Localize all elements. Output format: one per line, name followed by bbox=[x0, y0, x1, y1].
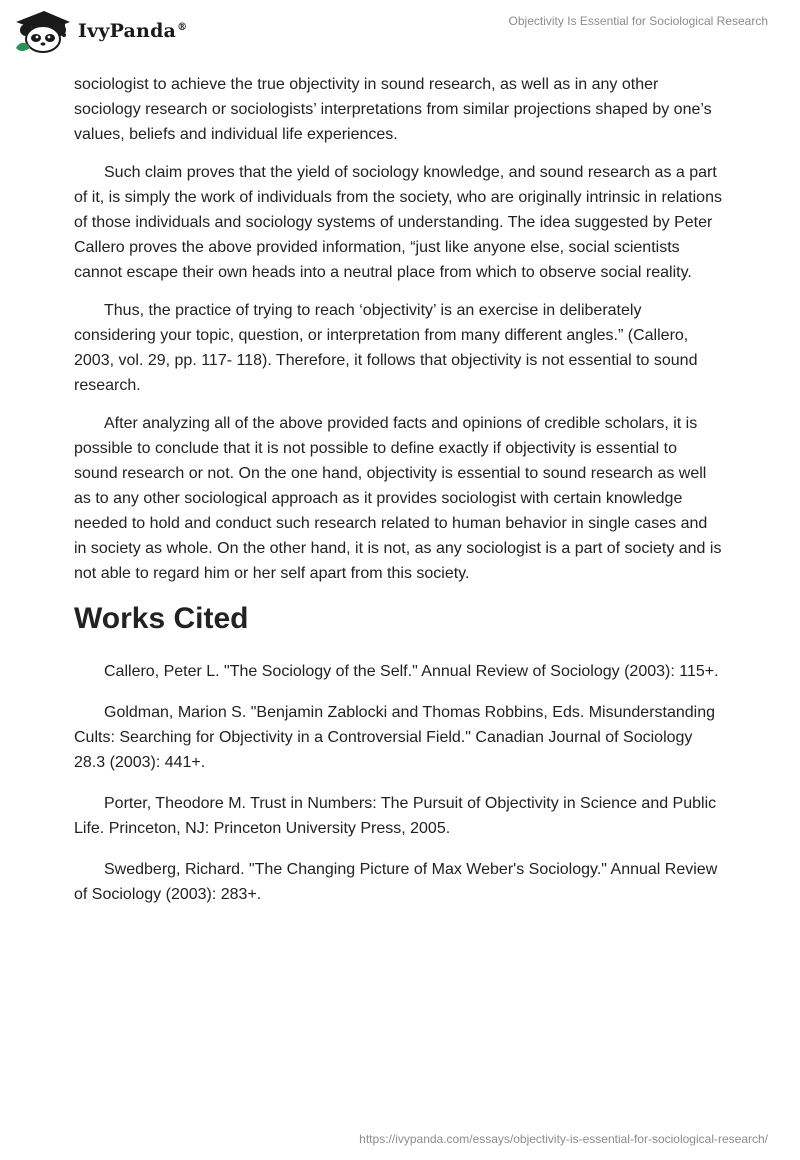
paragraph-3: Thus, the practice of trying to reach ‘objectivity’ is an exercise in deliberately considering your topic, question, or interpretation from many different angles.” (Callero, 2003, vol. 29, pp. 117- 118). Therefore, it follows that objectivity is not essential to sound research. bbox=[74, 302, 698, 394]
panda-graduation-cap-icon bbox=[12, 8, 72, 54]
citation-4: Swedberg, Richard. "The Changing Picture of Max Weber's Sociology." Annual Review of Sociology (2003): 283+. bbox=[74, 861, 718, 903]
page-header bbox=[0, 0, 800, 70]
trademark: ® bbox=[177, 21, 188, 33]
essay-content bbox=[74, 72, 724, 923]
source-url[interactable]: https://ivypanda.com/essays/objectivity-is-essential-for-sociological-research/ bbox=[359, 1132, 768, 1146]
citation-3: Porter, Theodore M. Trust in Numbers: The Pursuit of Objectivity in Science and Public Life. Princeton, NJ: Princeton University Press, 2005. bbox=[74, 795, 717, 837]
paragraph-4: After analyzing all of the above provided facts and opinions of credible scholars, it is possible to conclude that it is not possible to define exactly if objectivity is essential to sound research or not. On the one hand, objectivity is essential to sound research as well as to any other sociological approach as it provides sociologist with certain knowledge needed to hold and conduct such research related to human behavior in single cases and in society as whole. On the other hand, it is not, as any sociologist is a part of society and is not able to regard him or her self apart from this society. bbox=[74, 415, 722, 582]
brand-text: IvyPanda bbox=[78, 20, 177, 42]
citation-2: Goldman, Marion S. "Benjamin Zablocki and Thomas Robbins, Eds. Misunderstanding Cults: Searching for Objectivity in a Controversial Field." Canadian Journal of Sociology 28.3 (2003): 441+. bbox=[74, 704, 716, 771]
works-cited-heading: Works Cited bbox=[74, 602, 249, 635]
citation-1: Callero, Peter L. "The Sociology of the Self." Annual Review of Sociology (2003): 115+. bbox=[104, 663, 719, 680]
logo[interactable] bbox=[12, 8, 187, 54]
paragraph-2: Such claim proves that the yield of sociology knowledge, and sound research as a part of it, is simply the work of individuals from the society, who are originally intrinsic in relations of those individuals and sociology systems of understanding. The idea suggested by Peter Callero proves the above provided information, “just like anyone else, social scientists cannot escape their own heads into a neutral place from which to observe social reality. bbox=[74, 164, 722, 281]
paragraph-1: sociologist to achieve the true objectivity in sound research, as well as in any other sociology research or sociologists’ interpretations from similar projections shaped by one’s values, beliefs and individual life experiences. bbox=[74, 76, 712, 143]
brand-name bbox=[78, 20, 187, 42]
document-title: Objectivity Is Essential for Sociological Research bbox=[508, 14, 768, 28]
